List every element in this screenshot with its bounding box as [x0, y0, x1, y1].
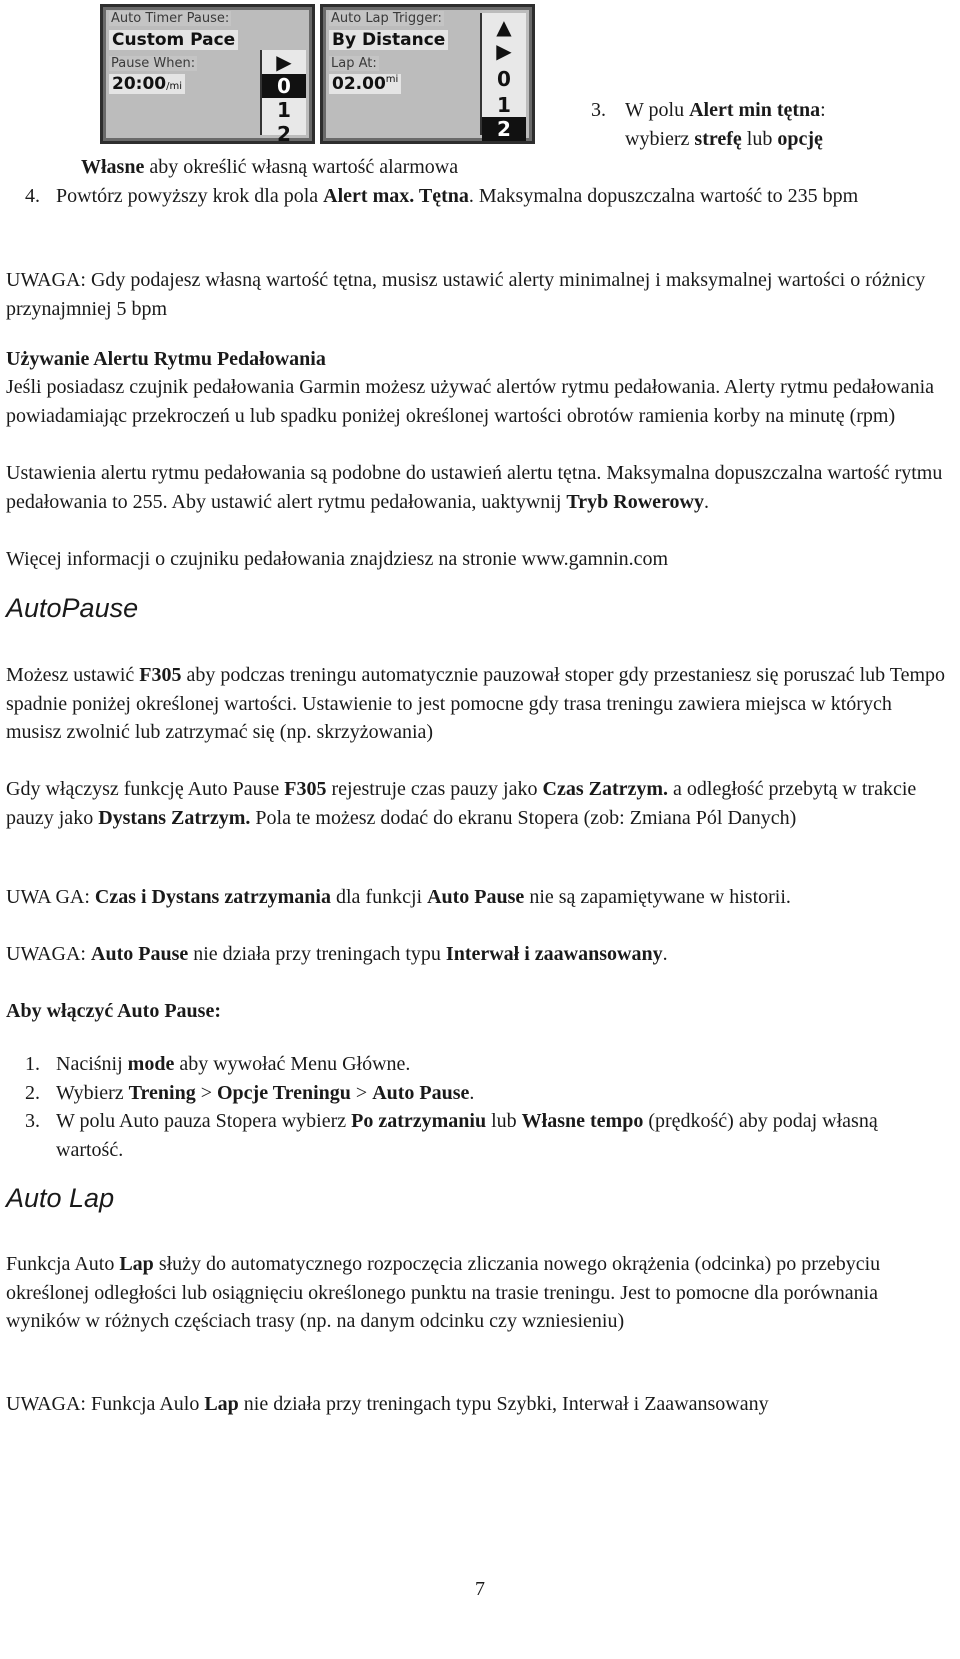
screen-title: Auto Timer Pause: — [111, 11, 230, 26]
list-item: 3. W polu Auto pauza Stopera wybierz Po zatrzymaniu lub Własne tempo (prędkość) aby podaj własną wartość. — [25, 1110, 878, 1161]
autopause-paragraph-1: Możesz ustawić F305 aby podczas treningu automatycznie pauzował stoper gdy przestaniesz się poruszać lub Tempo spadnie poniżej określonej wartości. Ustawienie to jest pomocne gdy trasa treningu zawiera miejsca w których musisz zwolnić lub zatrzymać się (np. skrzyżowania) — [6, 664, 946, 743]
screen-picker — [480, 13, 526, 141]
autopause-note-1: UWA GA: Czas i Dystans zatrzymania dla funkcji Auto Pause nie są zapamiętywane w historii. — [6, 886, 791, 908]
screen-sub-label: Pause When: — [111, 56, 196, 71]
list-item: 2. Wybierz Trening > Opcje Treningu > Auto Pause. — [25, 1081, 475, 1104]
picker-option-selected: 2 — [482, 117, 526, 141]
picker-option-selected: 0 — [262, 74, 306, 98]
autopause-how-heading: Aby włączyć Auto Pause: — [6, 1000, 221, 1022]
screen-title: Auto Lap Trigger: — [331, 11, 442, 26]
picker-up-arrow-icon: ▲ — [496, 15, 512, 39]
autolap-paragraph-1: Funkcja Auto Lap służy do automatycznego rozpoczęcia zliczania nowego okrążenia (odcinka) po przebyciu określonej odległości lub osiągnięciu określonego punktu na trasie treningu. Jest to pomocne dla porównania wyników w różnych częściach trasy (np. na danym odcinku czy wzniesieniu) — [6, 1253, 881, 1332]
screen-mode-value: By Distance — [329, 30, 448, 50]
cadence-paragraph-3: Więcej informacji o czujniku pedałowania znajdziesz na stronie www.gamnin.com — [6, 548, 669, 570]
screen-value: 20:00/mi — [109, 74, 185, 94]
list-item-4: 4. Powtórz powyższy krok dla pola Alert max. Tętna. Maksymalna dopuszczalna wartość to 235 bpm — [25, 185, 859, 207]
list-item-3-start: 3. W polu Alert min tętna: wybierz strefę lub opcję — [591, 99, 826, 150]
screen-sub-label: Lap At: — [331, 56, 377, 71]
auto-timer-pause-screenshot — [100, 4, 315, 144]
section-heading-autopause: AutoPause — [6, 593, 139, 623]
cadence-paragraph-1: Jeśli posiadasz czujnik pedałowania Garmin możesz używać alertów rytmu pedałowania. Alerty rytmu pedałowania powiadamiając przekroczeń u lub spadku poniżej określonej wartości obrotów ramienia korby na minutę (rpm) — [6, 376, 935, 427]
auto-lap-trigger-screenshot — [320, 4, 535, 144]
autopause-paragraph-2: Gdy włączysz funkcję Auto Pause F305 rejestruje czas pauzy jako Czas Zatrzym. a odległość przebytą w trakcie pauzy jako Dystans Zatrzym. Pola te możesz dodać do ekranu Stopera (zob: Zmiana Pól Danych) — [6, 778, 917, 829]
list-item: 1. Naciśnij mode aby wywołać Menu Główne. — [25, 1053, 411, 1075]
picker-option: 0 — [497, 67, 511, 91]
note-hr-range: UWAGA: Gdy podajesz własną wartość tętna, musisz ustawić alerty minimalnej i maksymalnej wartości o różnicy przynajmniej 5 bpm — [6, 269, 926, 320]
picker-option: 1 — [497, 93, 511, 117]
section-heading-autolap: Auto Lap — [6, 1183, 115, 1213]
picker-option: 2 — [277, 122, 291, 146]
section-heading-cadence: Używanie Alertu Rytmu Pedałowania — [6, 348, 326, 370]
autolap-note: UWAGA: Funkcja Aulo Lap nie działa przy treningach typu Szybki, Interwał i Zaawansowany — [6, 1393, 769, 1415]
screen-mode-value: Custom Pace — [109, 30, 238, 50]
cadence-paragraph-2: Ustawienia alertu rytmu pedałowania są podobne do ustawień alertu tętna. Maksymalna dopuszczalna wartość rytmu pedałowania to 255. Aby ustawić alert rytmu pedałowania, uaktywnij Tryb Rowerowy. — [6, 462, 943, 513]
list-item-3-cont: Własne aby określić własną wartość alarmowa — [81, 156, 459, 178]
screen-picker — [260, 50, 306, 146]
picker-arrow-icon: ▶ — [496, 39, 512, 63]
screen-value: $02.00^{mi}$ — [329, 74, 401, 94]
page-number: 7 — [475, 1578, 485, 1600]
picker-option: 1 — [277, 98, 291, 122]
picker-arrow-icon: ▶ — [276, 50, 292, 74]
autopause-note-2: UWAGA: Auto Pause nie działa przy treningach typu Interwał i zaawansowany. — [6, 943, 668, 965]
autopause-steps — [6, 1050, 946, 1164]
